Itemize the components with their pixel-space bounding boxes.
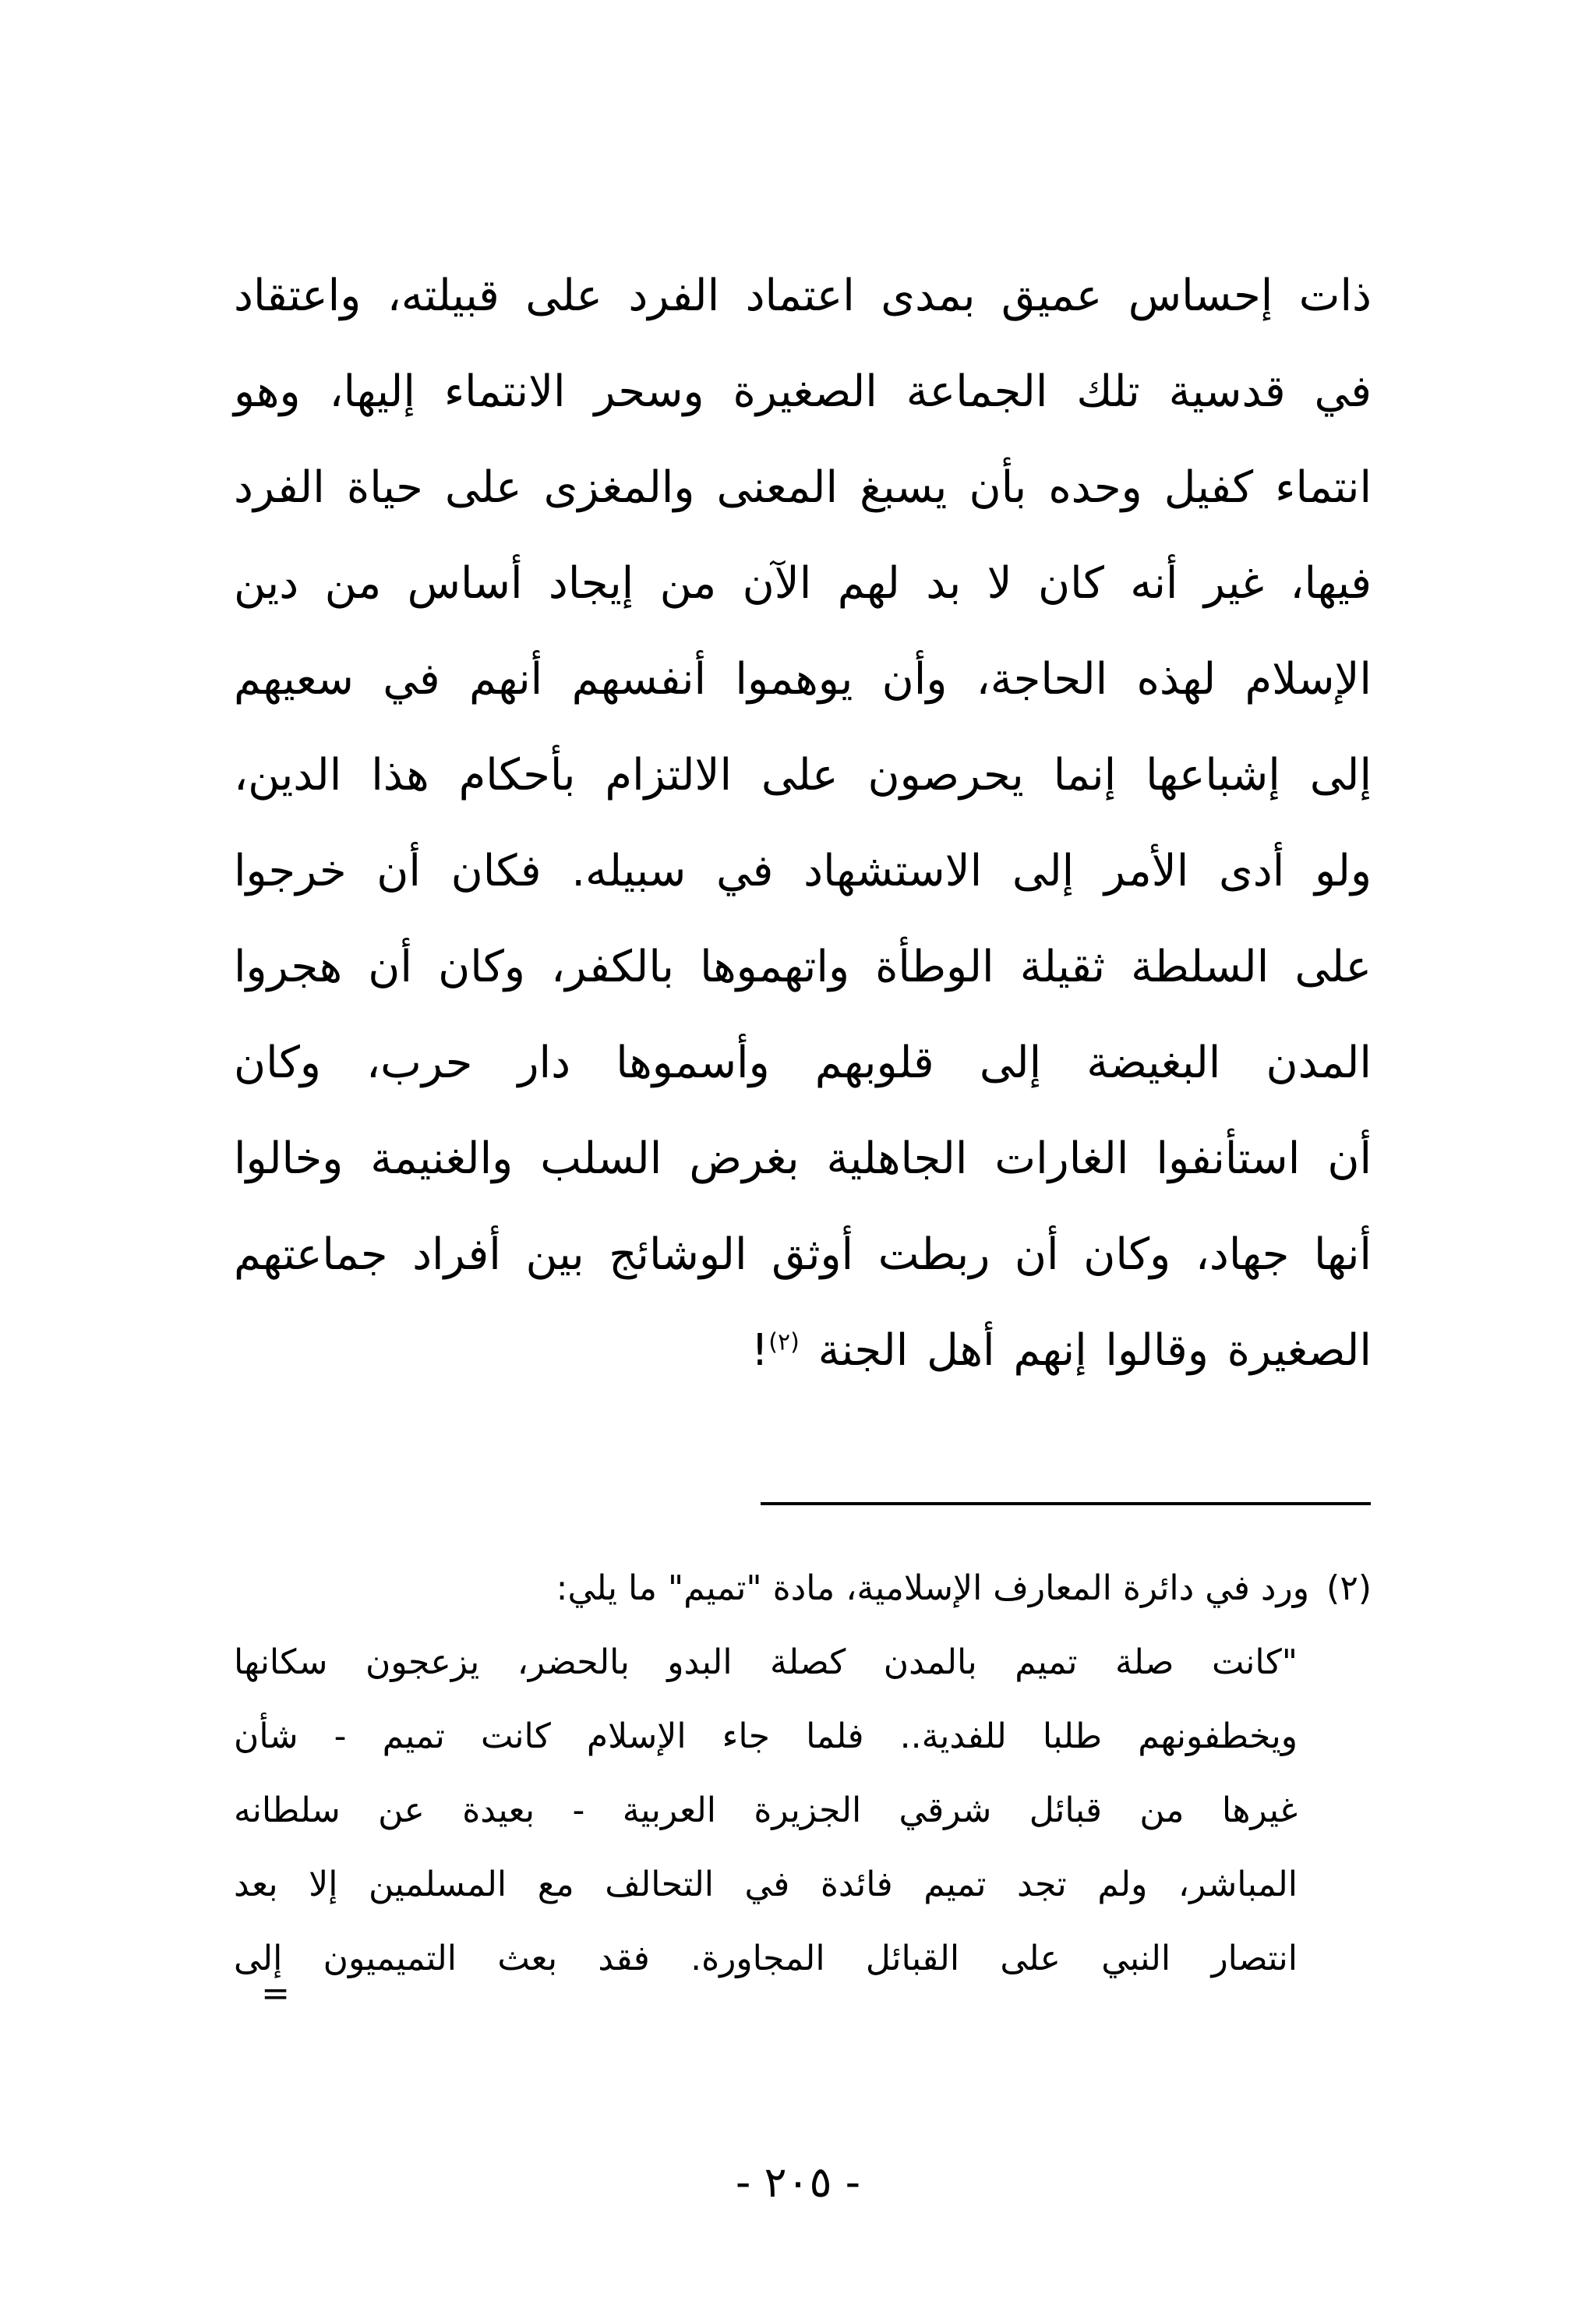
body-line-3: انتماء كفيل وحده بأن يسبغ المعنى والمغزى على حياة الفرد [234,462,1372,513]
exclamation-mark: ! [750,1325,769,1376]
body-line-5: الإسلام لهذه الحاجة، وأن يوهموا أنفسهم أنهم في سعيهم [234,654,1372,705]
main-paragraph [234,248,1372,1398]
footnote-intro: ورد في دائرة المعارف الإسلامية، مادة "تميم" ما يلي: [556,1568,1310,1608]
body-line-12 [234,1303,1372,1398]
footnote-line-5: انتصار النبي على القبائل المجاورة. فقد بعث التميميون إلى [234,1939,1298,1978]
footnote-block [234,1551,1372,2013]
body-line-6: إلى إشباعها إنما يحرصون على الالتزام بأحكام هذا الدين، [234,750,1372,801]
footnote-reference: (٢) [768,1328,800,1356]
body-line-7: ولو أدى الأمر إلى الاستشهاد في سبيله. فكان أن خرجوا [234,846,1372,896]
footnote-first-line [234,1551,1372,1625]
footnote-line-4: المباشر، ولم تجد تميم فائدة في التحالف مع المسلمين إلا بعد [234,1865,1298,1904]
page-number: - ٢٠٥ - [735,2158,861,2207]
body-line-12-text: الصغيرة وقالوا إنهم أهل الجنة [817,1325,1372,1376]
body-line-10: أن استأنفوا الغارات الجاهلية بغرض السلب والغنيمة وخالوا [234,1133,1372,1184]
body-line-1: ذات إحساس عميق بمدى اعتماد الفرد على قبيلته، واعتقاد [234,270,1372,321]
continuation-mark: = [261,1974,290,2013]
footnote-line-2: ويخطفونهم طلبا للفدية.. فلما جاء الإسلام كانت تميم - شأن [234,1716,1298,1756]
footnote-separator [761,1502,1371,1505]
body-line-9: المدن البغيضة إلى قلوبهم وأسموها دار حرب، وكان [234,1038,1372,1088]
body-line-4: فيها، غير أنه كان لا بد لهم الآن من إيجاد أساس من دين [234,558,1372,609]
body-line-8: على السلطة ثقيلة الوطأة واتهموها بالكفر، وكان أن هجروا [234,942,1372,992]
footnote-number: (٢) [1326,1568,1372,1608]
body-line-11: أنها جهاد، وكان أن ربطت أوثق الوشائج بين أفراد جماعتهم [234,1229,1372,1280]
footnote-line-1: "كانت صلة تميم بالمدن كصلة البدو بالحضر، يزعجون سكانها [234,1642,1298,1682]
body-line-2: في قدسية تلك الجماعة الصغيرة وسحر الانتماء إليها، وهو [234,366,1372,417]
footnote-line-3: غيرها من قبائل شرقي الجزيرة العربية - بعيدة عن سلطانه [234,1791,1298,1830]
